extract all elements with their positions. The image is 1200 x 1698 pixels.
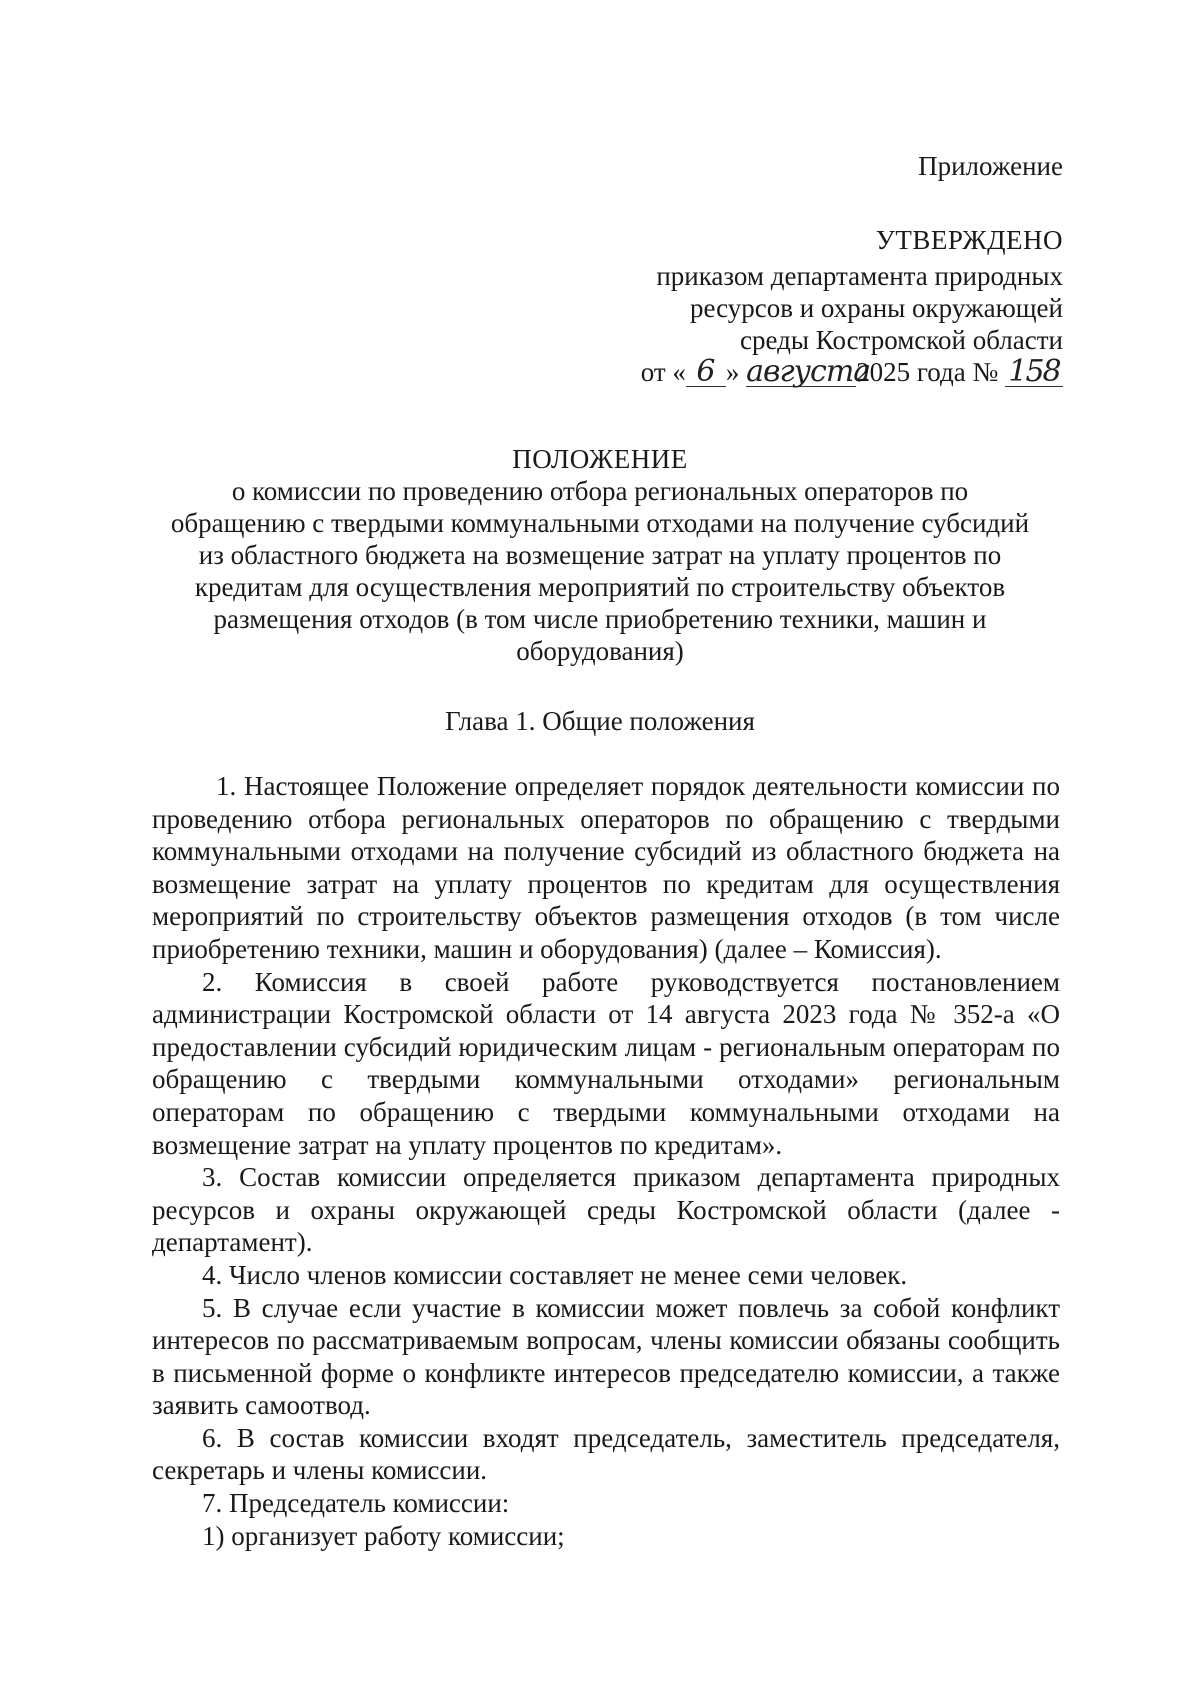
paragraph-7: 7. Председатель комиссии: <box>202 1488 510 1519</box>
approved-stamp-text: УТВЕРЖДЕНО <box>875 225 1063 255</box>
handwritten-order-number: 158 <box>1005 358 1063 387</box>
document-subtitle: о комиссии по проведению отбора региональных операторов по обращению с твердыми коммунальными отходами на получение субсидий из областного бюджета на возмещение затрат на уплату процентов по кредитам для осуществления мероприятий по строительству объектов размещения отходов (в том числе приобретению техники, машин и оборудования) <box>170 476 1030 666</box>
approval-line-1: приказом департамента природных <box>656 261 1063 291</box>
approval-line-3: среды Костромской области <box>740 325 1063 355</box>
date-prefix: от « <box>640 357 686 387</box>
paragraph-2: 2. Комиссия в своей работе руководствуется постановлением администрации Костромской области от 14 августа 2023 года № 352-а «О предоставлении субсидий юридическим лицам - региональным операторам по обращению с твердыми коммунальными отходами» региональным операторам по обращению с твердыми коммунальными отходами на возмещение затрат на уплату процентов по кредитам». <box>152 966 1060 1160</box>
document-body <box>152 770 1060 1552</box>
annex-label: Приложение <box>918 151 1063 181</box>
chapter-heading: Глава 1. Общие положения <box>445 706 755 736</box>
date-year: 2025 года № <box>856 357 1005 387</box>
paragraph-3: 3. Состав комиссии определяется приказом департамента природных ресурсов и охраны окружающей среды Костромской области (далее - департамент). <box>152 1162 1060 1258</box>
date-mid: » <box>725 357 747 387</box>
approval-date-line <box>641 356 1063 388</box>
paragraph-6: 6. В состав комиссии входят председатель, заместитель председателя, секретарь и члены комиссии. <box>152 1422 1060 1486</box>
paragraph-4: 4. Число членов комиссии составляет не менее семи человек. <box>202 1259 908 1290</box>
paragraph-5: 5. В случае если участие в комиссии может повлечь за собой конфликт интересов по рассматриваемым вопросам, члены комиссии обязаны сообщить в письменной форме о конфликте интересов председателю комиссии, а также заявить самоотвод. <box>152 1292 1060 1421</box>
paragraph-1: 1. Настоящее Положение определяет порядок деятельности комиссии по проведению отбора региональных операторов по обращению с твердыми коммунальными отходами на получение субсидий из областного бюджета на возмещение затрат на уплату процентов по кредитам для осуществления мероприятий по строительству объектов размещения отходов (в том числе приобретению техники, машин и оборудования) (далее – Комиссия). <box>152 771 1060 964</box>
document-title: ПОЛОЖЕНИЕ <box>512 444 688 474</box>
approval-block <box>641 150 1063 388</box>
approval-line-2: ресурсов и охраны окружающей <box>689 293 1063 323</box>
handwritten-day: 6 <box>686 358 726 387</box>
handwritten-month: августа <box>746 354 871 389</box>
document-title-block <box>140 443 1060 667</box>
paragraph-7-1: 1) организует работу комиссии; <box>202 1520 565 1551</box>
